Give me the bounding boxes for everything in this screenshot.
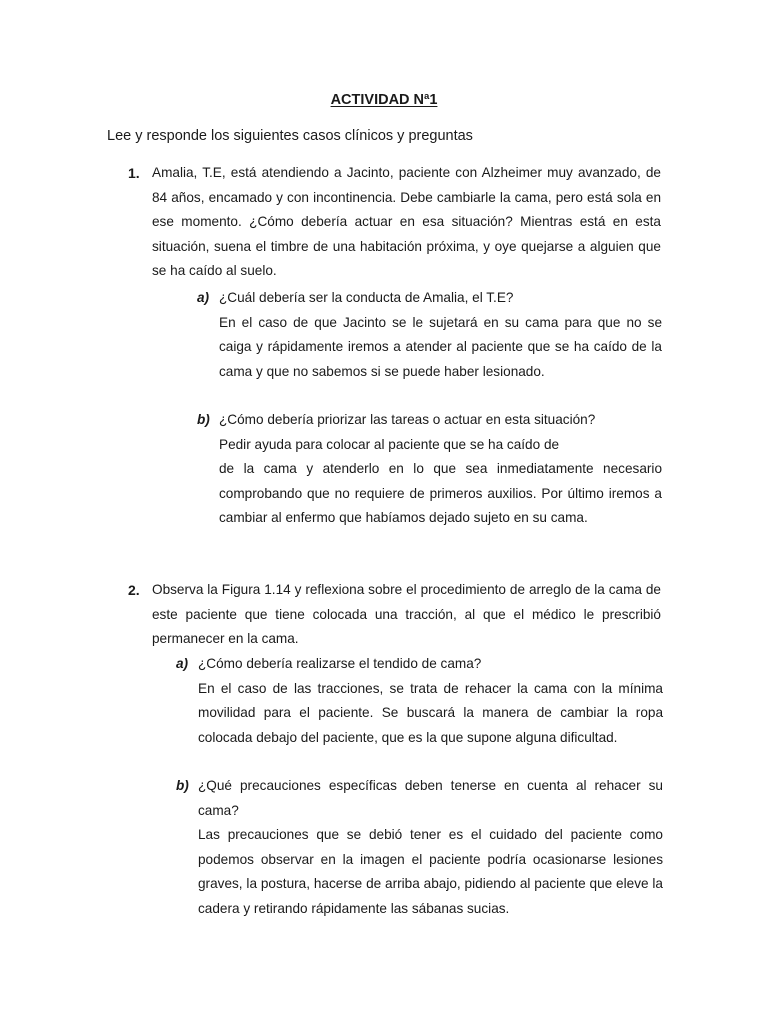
sub-answer: En el caso de que Jacinto se le sujetará en su cama para que no se caiga y rápidamente iremos a atender al paciente que se ha caído de la cama y que no sabemos si se puede haber lesionado. <box>219 314 662 379</box>
item-number: 2. <box>128 582 140 598</box>
sub-letter: a) <box>197 290 210 305</box>
sub-letter: b) <box>197 412 210 427</box>
sub-letter: b) <box>176 778 189 793</box>
sub-question: ¿Cómo debería priorizar las tareas o actuar en esta situación? <box>219 412 596 427</box>
sub-question: ¿Cómo debería realizarse el tendido de cama? <box>198 656 482 671</box>
sub-letter: a) <box>176 656 189 671</box>
sub-answer: Las precauciones que se debió tener es el cuidado del paciente como podemos observar en la imagen el paciente podría ocasionarse lesiones graves, la postura, hacerse de arriba abajo, pidiendo al paciente que eleve la cadera y retirando rápidamente las sábanas sucias. <box>198 827 663 916</box>
sub-question: ¿Cuál debería ser la conducta de Amalia, el T.E? <box>219 290 514 305</box>
sub-question: ¿Qué precauciones específicas deben tenerse en cuenta al rehacer su cama? <box>198 778 663 818</box>
document-title: ACTIVIDAD Nª1 <box>330 92 438 108</box>
sub-answer: En el caso de las tracciones, se trata de rehacer la cama con la mínima movilidad para el paciente. Se buscará la manera de cambiar la ropa colocada debajo del paciente, que es la que supone alguna dificultad. <box>198 680 663 745</box>
item-text: Observa la Figura 1.14 y reflexiona sobre el procedimiento de arreglo de la cama de este paciente que tiene colocada una tracción, al que el médico le prescribió permanecer en la cama. <box>152 582 661 647</box>
item-number: 1. <box>128 165 140 181</box>
sub-answer-line: Pedir ayuda para colocar al paciente que se ha caído de <box>219 436 560 452</box>
document-intro: Lee y responde los siguientes casos clínicos y preguntas <box>107 128 473 144</box>
sub-answer: de la cama y atenderlo en lo que sea inmediatamente necesario comprobando que no requiere de primeros auxilios. Por último iremos a cambiar al enfermo que habíamos dejado sujeto en su cama. <box>219 461 662 526</box>
item-text: Amalia, T.E, está atendiendo a Jacinto, paciente con Alzheimer muy avanzado, de 84 años, encamado y con incontinencia. Debe cambiarle la cama, pero está sola en ese momento. ¿Cómo debería actuar en esa situación? Mientras está en esta situación, suena el timbre de una habitación próxima, y oye quejarse a alguien que se ha caído al suelo. <box>152 165 661 279</box>
